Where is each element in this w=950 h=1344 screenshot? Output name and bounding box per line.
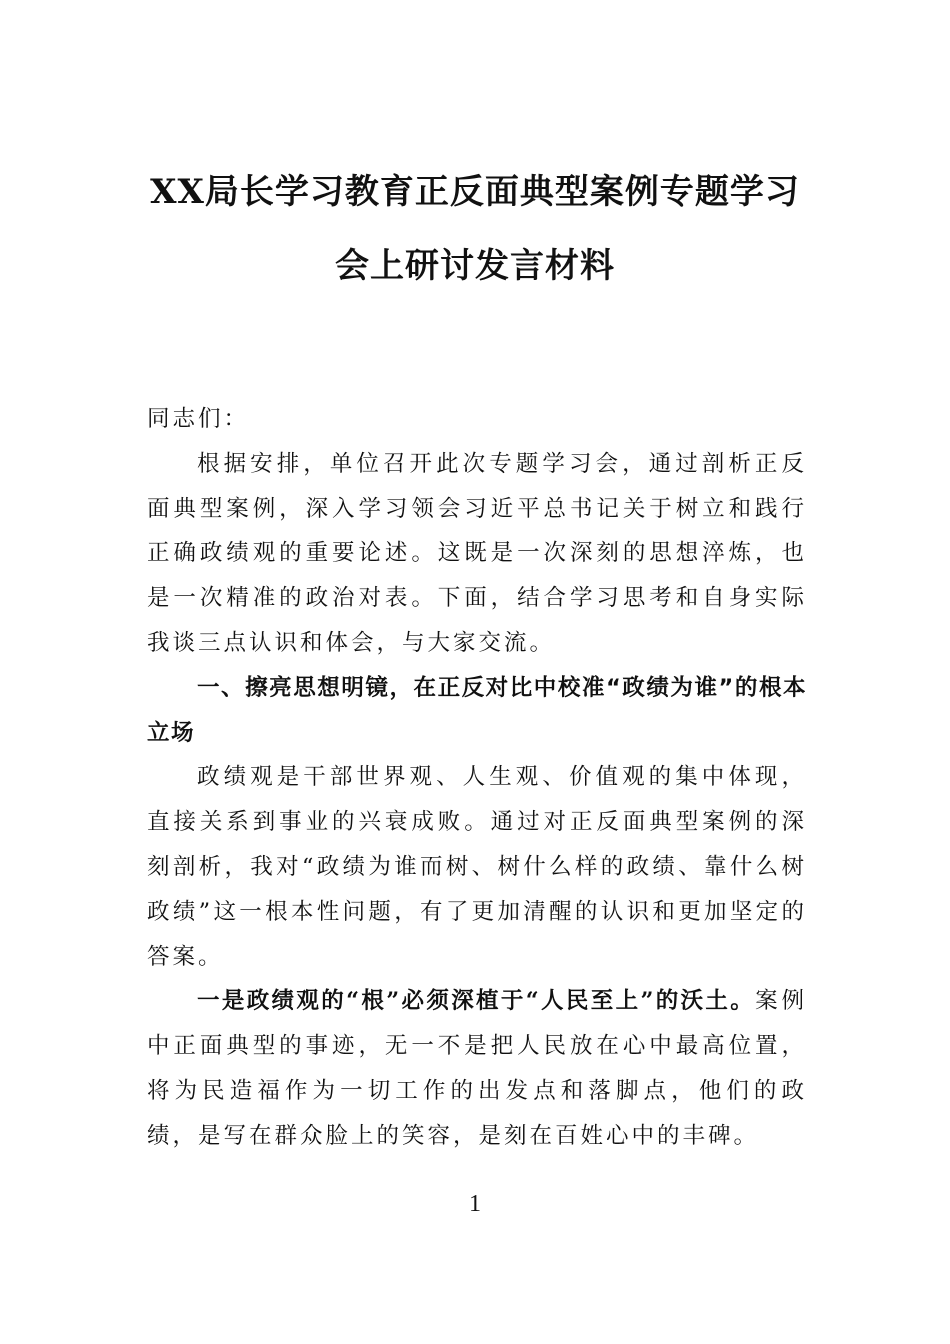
point-1-lead: 一是政绩观的“根”必须深植于“人民至上”的沃土。 xyxy=(197,988,756,1015)
document-title-line-2: 会上研讨发言材料 xyxy=(335,246,615,286)
section-heading-1: 一、擦亮思想明镜，在正反对比中校准“政绩为谁”的根本立场 xyxy=(147,674,807,746)
document-title-line-1: XX局长学习教育正反面典型案例专题学习 xyxy=(150,172,800,212)
paragraph-intro: 根据安排，单位召开此次专题学习会，通过剖析正反面典型案例，深入学习领会习近平总书记关于树立和践行正确政绩观的重要论述。这既是一次深刻的思想淬炼，也是一次精准的政治对表。下面，结合学习思考和自身实际我谈三点认识和体会，与大家交流。 xyxy=(147,450,807,656)
document-body xyxy=(147,397,807,1159)
point-1-text: 案例中正面典型的事迹，无一不是把人民放在心中最高位置，将为民造福作为一切工作的出发点和落脚点，他们的政绩，是写在群众脸上的笑容，是刻在百姓心中的丰碑。 xyxy=(147,988,807,1149)
paragraph-section-1: 政绩观是干部世界观、人生观、价值观的集中体现，直接关系到事业的兴衰成败。通过对正反面典型案例的深刻剖析，我对“政绩为谁而树、树什么样的政绩、靠什么树政绩”这一根本性问题，有了更加清醒的认识和更加坚定的答案。 xyxy=(147,764,807,970)
salutation: 同志们： xyxy=(147,406,250,432)
paragraph-point-1 xyxy=(147,979,807,1158)
page-number: 1 xyxy=(469,1191,481,1217)
